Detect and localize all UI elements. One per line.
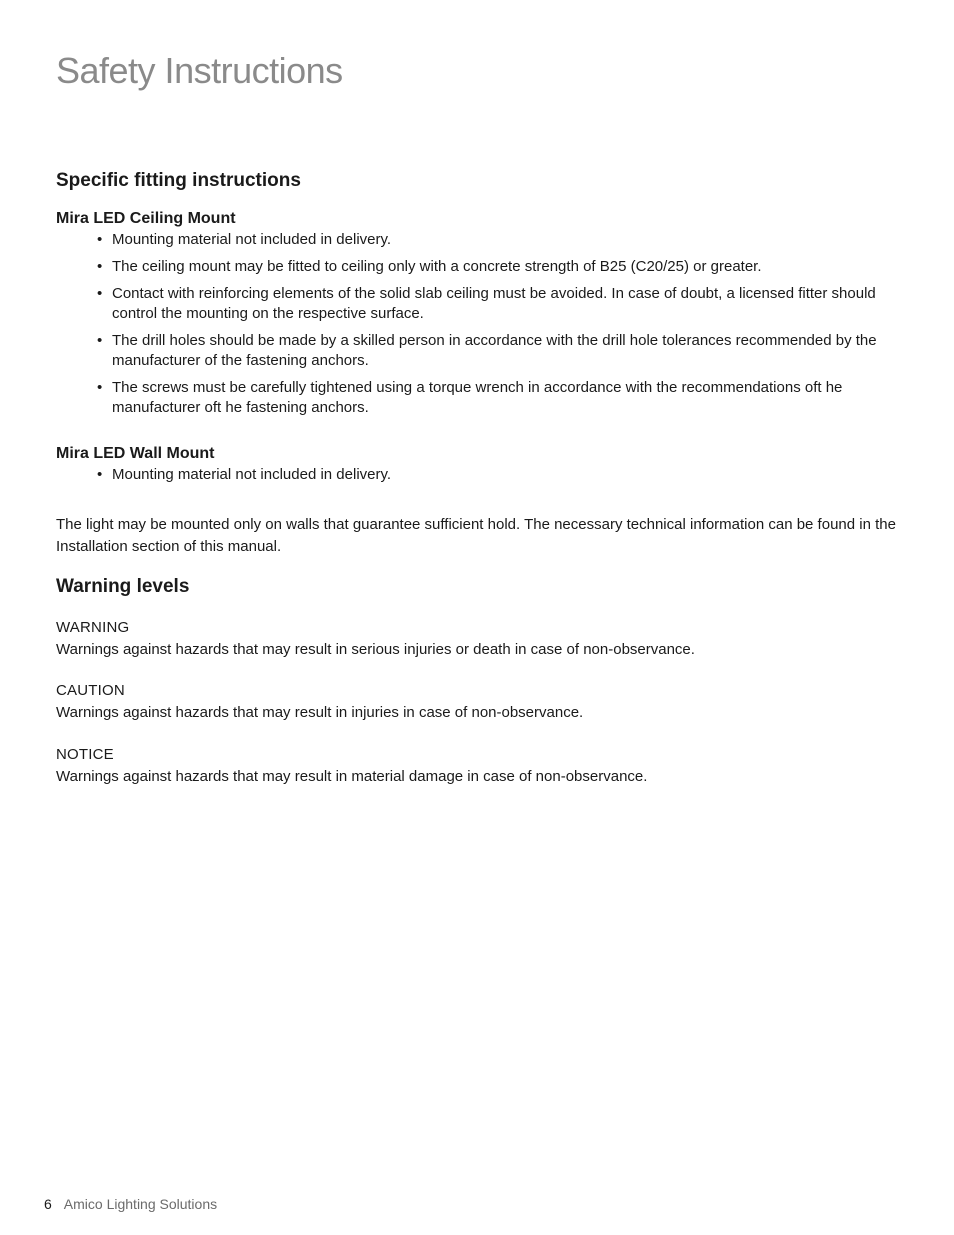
page-title: Safety Instructions — [56, 50, 343, 91]
bullet-icon: • — [97, 285, 103, 302]
ceiling-mount-list — [56, 230, 896, 418]
bullet-icon: • — [97, 332, 103, 349]
page-content — [56, 168, 896, 788]
ceiling-mount-heading: Mira LED Ceiling Mount — [56, 210, 236, 227]
bullet-icon: • — [97, 466, 103, 483]
wall-mount-list — [56, 465, 896, 485]
caution-level-block — [56, 680, 896, 724]
list-item: • The screws must be carefully tightened using a torque wrench in accordance with the recommendations oft he manufacturer oft he fastening anchors. — [97, 379, 843, 416]
warning-description: Warnings against hazards that may result in serious injuries or death in case of non-observance. — [56, 641, 695, 658]
warning-level-block — [56, 617, 896, 661]
bullet-icon: • — [97, 231, 103, 248]
caution-label: CAUTION — [56, 682, 125, 699]
bullet-icon: • — [97, 258, 103, 275]
footer-company: Amico Lighting Solutions — [63, 1196, 218, 1212]
list-item: • The drill holes should be made by a skilled person in accordance with the drill hole tolerances recommended by the manufacturer of the fastening anchors. — [97, 332, 877, 369]
notice-level-block — [56, 744, 896, 788]
list-item: • Mounting material not included in delivery. — [97, 231, 392, 248]
bullet-icon: • — [97, 379, 103, 396]
notice-description: Warnings against hazards that may result in material damage in case of non-observance. — [56, 768, 648, 785]
warning-levels-heading: Warning levels — [56, 576, 190, 597]
page-number: 6 — [44, 1196, 52, 1212]
page-footer — [44, 1196, 217, 1212]
list-item: • Contact with reinforcing elements of the solid slab ceiling must be avoided. In case of doubt, a licensed fitter should control the mounting on the respective surface. — [97, 285, 876, 322]
list-item: • The ceiling mount may be fitted to ceiling only with a concrete strength of B25 (C20/25) or greater. — [97, 258, 762, 275]
specific-fitting-heading: Specific fitting instructions — [56, 170, 301, 191]
notice-label: NOTICE — [56, 746, 114, 763]
wall-mount-heading: Mira LED Wall Mount — [56, 445, 215, 462]
warning-label: WARNING — [56, 619, 130, 636]
wall-mount-note: The light may be mounted only on walls that guarantee sufficient hold. The necessary technical information can be found in the Installation section of this manual. — [56, 516, 896, 555]
list-item: • Mounting material not included in delivery. — [97, 466, 392, 483]
caution-description: Warnings against hazards that may result in injuries in case of non-observance. — [56, 704, 584, 721]
